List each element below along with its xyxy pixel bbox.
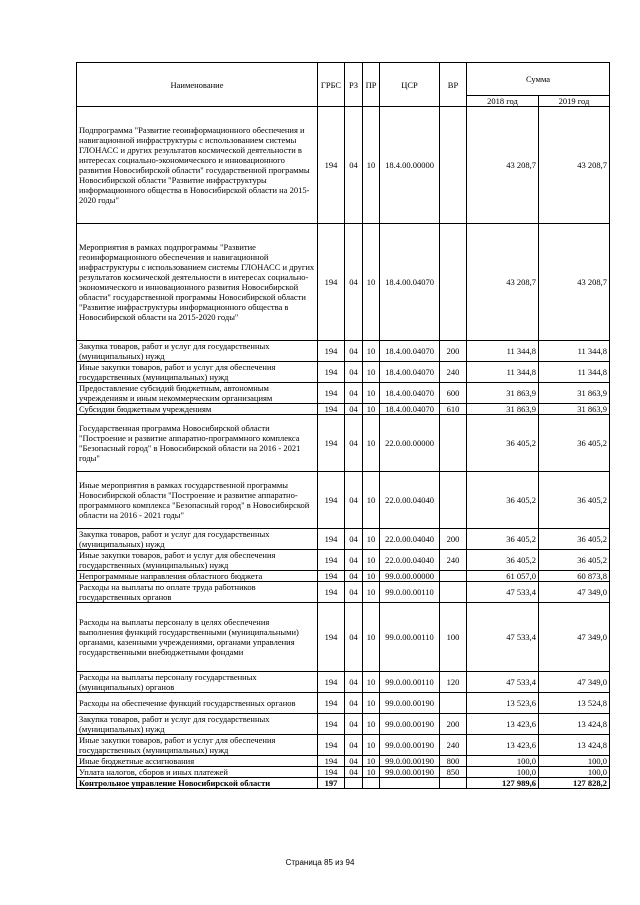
row-name: Расходы на выплаты персоналу в целях обеспечения выполнения функций государственными (муниципальными) органами, казенными учреждениями, органами управления государственными внебюджетными фондами — [77, 603, 318, 672]
row-rz: 04 — [345, 735, 363, 756]
table-row — [77, 472, 610, 529]
row-sum-2019: 13 524,8 — [539, 693, 610, 714]
row-sum-2019: 60 873,8 — [539, 571, 610, 582]
table-row — [77, 767, 610, 778]
header-pr: ПР — [363, 63, 380, 107]
row-sum-2018: 11 344,8 — [467, 341, 539, 362]
table-row — [77, 550, 610, 571]
table-row — [77, 603, 610, 672]
row-grbs: 194 — [318, 603, 345, 672]
row-name: Субсидии бюджетным учреждениям — [77, 404, 318, 415]
row-name: Иные закупки товаров, работ и услуг для обеспечения государственных (муниципальных) нужд — [77, 362, 318, 383]
row-csr: 18.4.00.04070 — [380, 383, 440, 404]
row-name: Подпрограмма "Развитие геоинформационного обеспечения и навигационной инфраструктуры с использованием системы ГЛОНАСС и других результатов космической деятельности в интересах социально-экономического и инновационного развития Новосибирской области" государственной программы Новосибирской области "Развитие инфраструктуры информационного общества в Новосибирской области на 2015-2020 годы" — [77, 107, 318, 224]
row-vr — [440, 693, 467, 714]
row-pr: 10 — [363, 383, 380, 404]
row-rz: 04 — [345, 714, 363, 735]
row-rz: 04 — [345, 529, 363, 550]
row-rz: 04 — [345, 550, 363, 571]
row-pr: 10 — [363, 735, 380, 756]
row-sum-2019: 36 405,2 — [539, 472, 610, 529]
table-row — [77, 582, 610, 603]
row-vr — [440, 472, 467, 529]
row-vr: 850 — [440, 767, 467, 778]
row-vr: 240 — [440, 550, 467, 571]
row-name: Закупка товаров, работ и услуг для государственных (муниципальных) нужд — [77, 341, 318, 362]
row-name: Иные бюджетные ассигнования — [77, 756, 318, 767]
row-pr: 10 — [363, 107, 380, 224]
row-rz: 04 — [345, 756, 363, 767]
row-sum-2019: 47 349,0 — [539, 603, 610, 672]
header-csr: ЦСР — [380, 63, 440, 107]
row-pr: 10 — [363, 571, 380, 582]
row-rz: 04 — [345, 603, 363, 672]
row-grbs: 194 — [318, 672, 345, 693]
row-grbs: 194 — [318, 107, 345, 224]
row-rz: 04 — [345, 404, 363, 415]
row-grbs: 194 — [318, 571, 345, 582]
row-grbs: 194 — [318, 550, 345, 571]
row-csr: 99.0.00.00190 — [380, 735, 440, 756]
total-grbs: 197 — [318, 778, 345, 789]
row-vr: 240 — [440, 735, 467, 756]
row-grbs: 194 — [318, 582, 345, 603]
row-sum-2019: 13 424,8 — [539, 735, 610, 756]
row-vr: 200 — [440, 341, 467, 362]
row-sum-2019: 31 863,9 — [539, 383, 610, 404]
total-pr — [363, 778, 380, 789]
table-row — [77, 224, 610, 341]
row-sum-2019: 43 208,7 — [539, 107, 610, 224]
table-row — [77, 404, 610, 415]
row-sum-2019: 36 405,2 — [539, 529, 610, 550]
table-row — [77, 107, 610, 224]
row-rz: 04 — [345, 415, 363, 472]
row-name: Мероприятия в рамках подпрограммы "Развитие геоинформационного обеспечения и навигационной инфраструктуры с использованием системы ГЛОНАСС и других результатов космической деятельности в интересах социально-экономического и инновационного развития Новосибирской области" государственной программы Новосибирской области "Развитие инфраструктуры информационного общества в Новосибирской области на 2015-2020 годы" — [77, 224, 318, 341]
row-pr: 10 — [363, 224, 380, 341]
table-row — [77, 383, 610, 404]
row-rz: 04 — [345, 362, 363, 383]
row-rz: 04 — [345, 107, 363, 224]
row-vr: 610 — [440, 404, 467, 415]
row-sum-2018: 100,0 — [467, 767, 539, 778]
row-vr — [440, 415, 467, 472]
total-vr — [440, 778, 467, 789]
row-name: Закупка товаров, работ и услуг для государственных (муниципальных) нужд — [77, 529, 318, 550]
row-grbs: 194 — [318, 383, 345, 404]
row-sum-2018: 47 533,4 — [467, 603, 539, 672]
row-vr — [440, 582, 467, 603]
table-row — [77, 341, 610, 362]
row-name: Иные мероприятия в рамках государственной программы Новосибирской области "Построение и развитие аппаратно-программного комплекса "Безопасный город" в Новосибирской области на 2016 - 2021 годы" — [77, 472, 318, 529]
row-rz: 04 — [345, 672, 363, 693]
table-row — [77, 672, 610, 693]
row-pr: 10 — [363, 582, 380, 603]
row-grbs: 194 — [318, 362, 345, 383]
row-sum-2019: 13 424,8 — [539, 714, 610, 735]
row-name: Непрограммные направления областного бюджета — [77, 571, 318, 582]
total-name: Контрольное управление Новосибирской области — [77, 778, 318, 789]
table-row — [77, 571, 610, 582]
row-sum-2018: 47 533,4 — [467, 672, 539, 693]
total-rz — [345, 778, 363, 789]
header-grbs: ГРБС — [318, 63, 345, 107]
row-sum-2018: 43 208,7 — [467, 224, 539, 341]
header-name: Наименование — [77, 63, 318, 107]
row-csr: 99.0.00.00110 — [380, 672, 440, 693]
row-grbs: 194 — [318, 693, 345, 714]
row-pr: 10 — [363, 415, 380, 472]
row-vr: 200 — [440, 714, 467, 735]
row-pr: 10 — [363, 603, 380, 672]
row-csr: 18.4.00.04070 — [380, 341, 440, 362]
row-sum-2019: 36 405,2 — [539, 550, 610, 571]
row-vr — [440, 107, 467, 224]
row-csr: 22.0.00.00000 — [380, 415, 440, 472]
row-sum-2018: 31 863,9 — [467, 404, 539, 415]
row-rz: 04 — [345, 767, 363, 778]
row-pr: 10 — [363, 714, 380, 735]
row-vr: 240 — [440, 362, 467, 383]
table-row — [77, 756, 610, 767]
total-sum-2019: 127 828,2 — [539, 778, 610, 789]
row-sum-2018: 13 423,6 — [467, 714, 539, 735]
row-pr: 10 — [363, 550, 380, 571]
row-name: Расходы на обеспечение функций государственных органов — [77, 693, 318, 714]
row-name: Расходы на выплаты по оплате труда работников государственных органов — [77, 582, 318, 603]
row-sum-2019: 36 405,2 — [539, 415, 610, 472]
row-pr: 10 — [363, 362, 380, 383]
total-csr — [380, 778, 440, 789]
row-csr: 99.0.00.00000 — [380, 571, 440, 582]
row-pr: 10 — [363, 767, 380, 778]
row-vr — [440, 224, 467, 341]
row-sum-2018: 100,0 — [467, 756, 539, 767]
row-grbs: 194 — [318, 756, 345, 767]
row-vr: 120 — [440, 672, 467, 693]
row-csr: 99.0.00.00190 — [380, 714, 440, 735]
row-vr: 200 — [440, 529, 467, 550]
row-sum-2018: 36 405,2 — [467, 550, 539, 571]
row-grbs: 194 — [318, 341, 345, 362]
row-sum-2019: 11 344,8 — [539, 341, 610, 362]
row-sum-2018: 36 405,2 — [467, 472, 539, 529]
row-csr: 18.4.00.04070 — [380, 362, 440, 383]
row-sum-2018: 36 405,2 — [467, 529, 539, 550]
row-csr: 99.0.00.00110 — [380, 603, 440, 672]
row-pr: 10 — [363, 341, 380, 362]
header-year-2019: 2019 год — [539, 96, 610, 107]
row-csr: 22.0.00.04040 — [380, 529, 440, 550]
row-pr: 10 — [363, 529, 380, 550]
row-sum-2019: 47 349,0 — [539, 582, 610, 603]
row-sum-2019: 100,0 — [539, 756, 610, 767]
table-row — [77, 415, 610, 472]
row-grbs: 194 — [318, 714, 345, 735]
page-footer: Страница 85 из 94 — [285, 858, 355, 867]
row-rz: 04 — [345, 224, 363, 341]
row-csr: 18.4.00.00000 — [380, 107, 440, 224]
header-year-2018: 2018 год — [467, 96, 539, 107]
row-csr: 22.0.00.04040 — [380, 550, 440, 571]
row-vr: 800 — [440, 756, 467, 767]
row-rz: 04 — [345, 472, 363, 529]
row-csr: 99.0.00.00190 — [380, 767, 440, 778]
table-row — [77, 735, 610, 756]
row-sum-2018: 13 423,6 — [467, 735, 539, 756]
row-rz: 04 — [345, 341, 363, 362]
row-sum-2019: 31 863,9 — [539, 404, 610, 415]
header-rz: РЗ — [345, 63, 363, 107]
row-rz: 04 — [345, 383, 363, 404]
row-grbs: 194 — [318, 404, 345, 415]
row-sum-2018: 47 533,4 — [467, 582, 539, 603]
row-grbs: 194 — [318, 415, 345, 472]
table-row — [77, 529, 610, 550]
table-body — [77, 107, 610, 789]
row-sum-2018: 61 057,0 — [467, 571, 539, 582]
row-name: Предоставление субсидий бюджетным, автономным учреждениям и иным некоммерческим организациям — [77, 383, 318, 404]
row-vr: 600 — [440, 383, 467, 404]
row-grbs: 194 — [318, 529, 345, 550]
row-pr: 10 — [363, 404, 380, 415]
row-name: Расходы на выплаты персоналу государственных (муниципальных) органов — [77, 672, 318, 693]
row-grbs: 194 — [318, 735, 345, 756]
header-sum: Сумма — [467, 63, 610, 96]
row-sum-2018: 43 208,7 — [467, 107, 539, 224]
header-vr: ВР — [440, 63, 467, 107]
row-csr: 18.4.00.04070 — [380, 404, 440, 415]
row-sum-2018: 11 344,8 — [467, 362, 539, 383]
row-pr: 10 — [363, 693, 380, 714]
row-pr: 10 — [363, 472, 380, 529]
table-row — [77, 714, 610, 735]
row-csr: 99.0.00.00190 — [380, 756, 440, 767]
table-row — [77, 362, 610, 383]
row-sum-2019: 43 208,7 — [539, 224, 610, 341]
row-name: Уплата налогов, сборов и иных платежей — [77, 767, 318, 778]
row-name: Государственная программа Новосибирской области "Построение и развитие аппаратно-программного комплекса "Безопасный город" в Новосибирской области на 2016 - 2021 годы" — [77, 415, 318, 472]
row-sum-2019: 47 349,0 — [539, 672, 610, 693]
row-grbs: 194 — [318, 767, 345, 778]
row-csr: 18.4.00.04070 — [380, 224, 440, 341]
row-sum-2018: 36 405,2 — [467, 415, 539, 472]
row-rz: 04 — [345, 571, 363, 582]
row-rz: 04 — [345, 582, 363, 603]
row-csr: 99.0.00.00110 — [380, 582, 440, 603]
budget-table — [76, 62, 610, 789]
row-csr: 22.0.00.04040 — [380, 472, 440, 529]
row-sum-2019: 11 344,8 — [539, 362, 610, 383]
row-name: Закупка товаров, работ и услуг для государственных (муниципальных) нужд — [77, 714, 318, 735]
row-name: Иные закупки товаров, работ и услуг для обеспечения государственных (муниципальных) нужд — [77, 550, 318, 571]
row-vr — [440, 571, 467, 582]
row-sum-2018: 31 863,9 — [467, 383, 539, 404]
row-name: Иные закупки товаров, работ и услуг для обеспечения государственных (муниципальных) нужд — [77, 735, 318, 756]
total-sum-2018: 127 989,6 — [467, 778, 539, 789]
row-grbs: 194 — [318, 224, 345, 341]
row-csr: 99.0.00.00190 — [380, 693, 440, 714]
row-rz: 04 — [345, 693, 363, 714]
row-grbs: 194 — [318, 472, 345, 529]
row-pr: 10 — [363, 672, 380, 693]
table-row — [77, 693, 610, 714]
row-pr: 10 — [363, 756, 380, 767]
row-sum-2019: 100,0 — [539, 767, 610, 778]
total-row — [77, 778, 610, 789]
row-sum-2018: 13 523,6 — [467, 693, 539, 714]
row-vr: 100 — [440, 603, 467, 672]
